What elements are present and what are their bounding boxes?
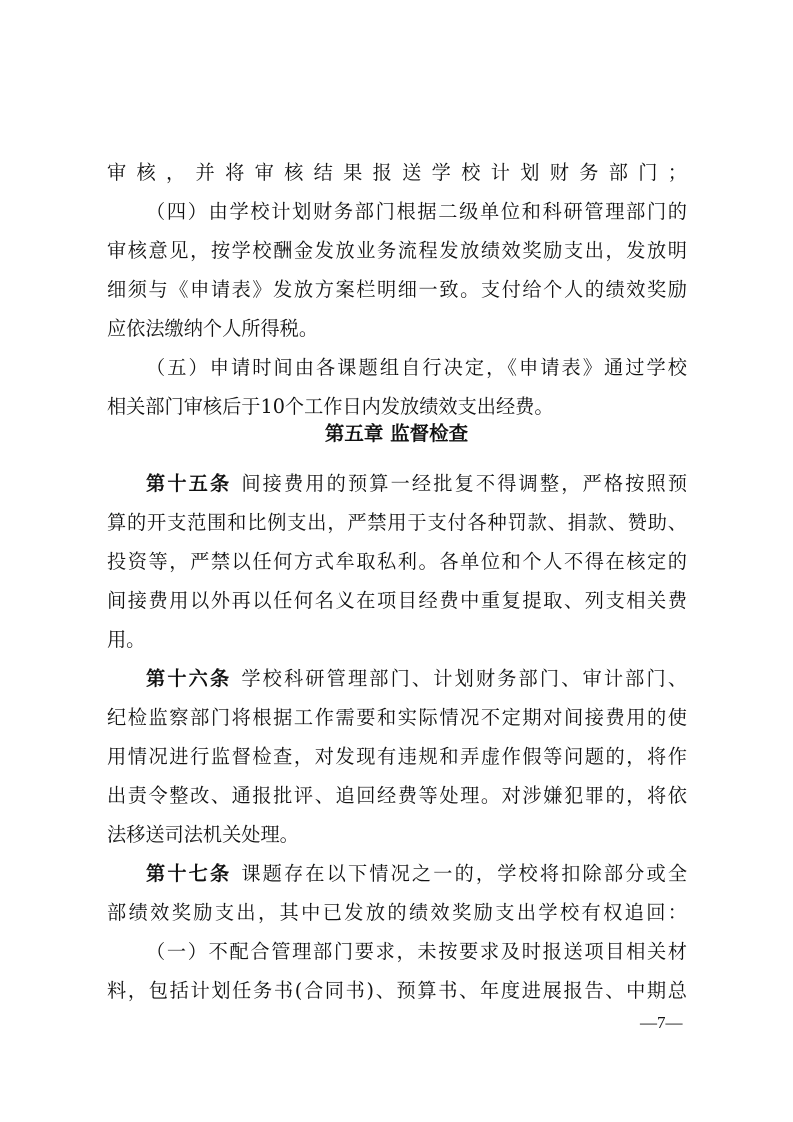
paragraph-line: 审核，并将审核结果报送学校计划财务部门；	[107, 161, 687, 184]
paragraph-line: （五）申请时间由各课题组自行决定，《申请表》通过学校	[146, 356, 687, 379]
paragraph-line: 相关部门审核后于10个工作日内发放绩效支出经费。	[107, 395, 554, 418]
paragraph-line: 审核意见，按学校酬金发放业务流程发放绩效奖励支出，发放明	[107, 239, 687, 262]
paragraph-line: 料，包括计划任务书(合同书)、预算书、年度进展报告、中期总	[107, 979, 687, 1002]
chapter-title: 第五章 监督检查	[324, 422, 469, 445]
paragraph-line: （四）由学校计划财务部门根据二级单位和科研管理部门的	[146, 200, 687, 223]
article-label: 第十七条	[146, 862, 232, 885]
paragraph-line: （一）不配合管理部门要求，未按要求及时报送项目相关材	[146, 940, 687, 963]
paragraph-line: 部绩效奖励支出，其中已发放的绩效奖励支出学校有权追回：	[107, 901, 687, 924]
paragraph-line: 法移送司法机关处理。	[107, 823, 299, 846]
paragraph-line: 纪检监察部门将根据工作需要和实际情况不定期对间接费用的使	[107, 706, 687, 729]
page-number: —7—	[640, 1013, 683, 1032]
paragraph-line: 用。	[107, 628, 146, 651]
article-17-first-line	[146, 861, 687, 887]
article-text: 课题存在以下情况之一的，学校将扣除部分或全	[241, 862, 688, 885]
paragraph-line: 投资等，严禁以任何方式牟取私利。各单位和个人不得在核定的	[107, 550, 687, 573]
paragraph-line: 算的开支范围和比例支出，严禁用于支付各种罚款、捐款、赞助、	[107, 511, 687, 534]
article-16-first-line	[146, 666, 687, 692]
article-text: 间接费用的预算一经批复不得调整，严格按照预	[241, 472, 688, 495]
paragraph-line: 用情况进行监督检查，对发现有违规和弄虚作假等问题的，将作	[107, 745, 687, 768]
article-15-first-line	[146, 471, 687, 497]
article-text: 学校科研管理部门、计划财务部门、审计部门、	[241, 667, 688, 690]
paragraph-line: 应依法缴纳个人所得税。	[107, 317, 319, 340]
paragraph-line: 细须与《申请表》发放方案栏明细一致。支付给个人的绩效奖励	[107, 278, 687, 301]
paragraph-line: 间接费用以外再以任何名义在项目经费中重复提取、列支相关费	[107, 589, 687, 612]
paragraph-line: 出责令整改、通报批评、追回经费等处理。对涉嫌犯罪的，将依	[107, 784, 687, 807]
article-label: 第十五条	[146, 472, 232, 495]
article-label: 第十六条	[146, 667, 232, 690]
